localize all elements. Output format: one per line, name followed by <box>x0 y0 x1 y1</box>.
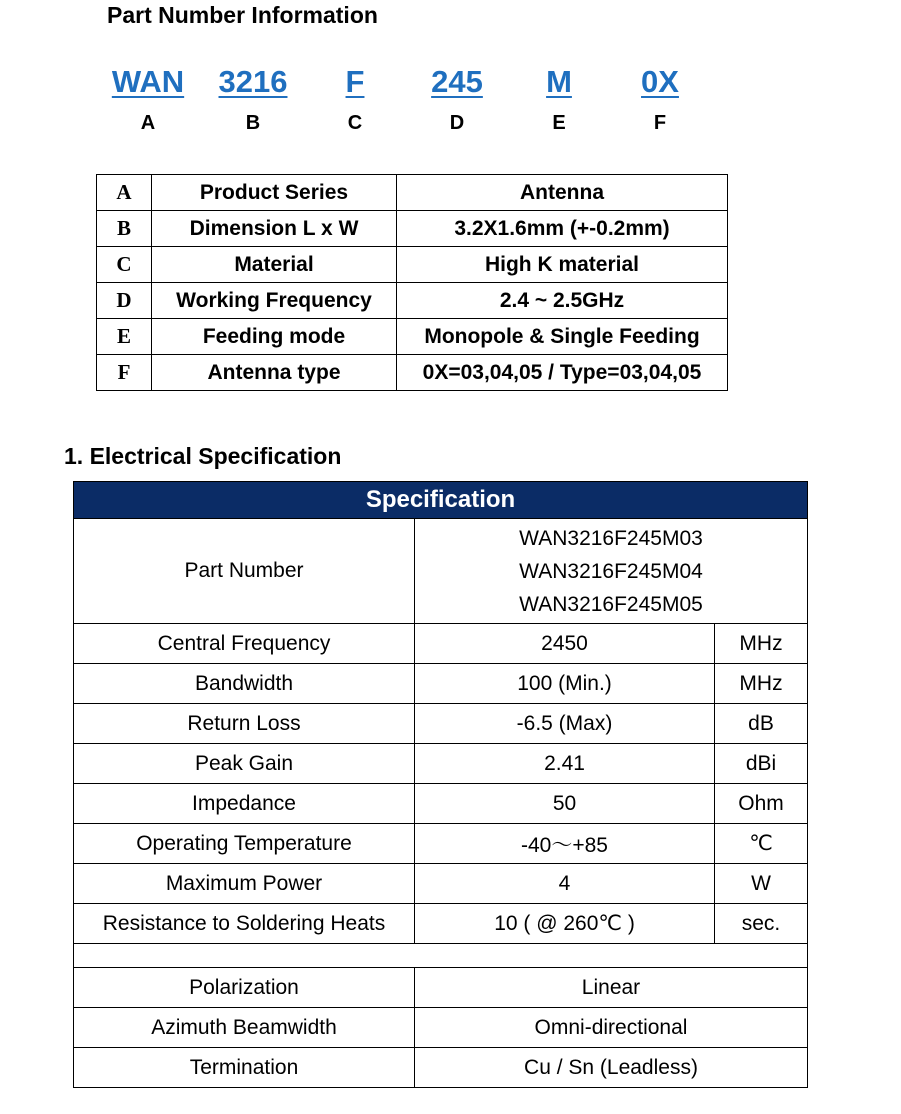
part-code-segment: 3216 <box>218 64 288 99</box>
spacer-row <box>74 944 808 968</box>
table-row <box>74 824 808 864</box>
table-row <box>74 624 808 664</box>
row-label: Feeding mode <box>152 319 397 355</box>
row-value: Monopole & Single Feeding <box>397 319 728 355</box>
spec-value: -6.5 (Max) <box>415 704 715 744</box>
spec-value: Linear <box>415 968 808 1008</box>
blank-cell <box>74 944 808 968</box>
table-row <box>74 744 808 784</box>
table-row <box>74 664 808 704</box>
table-row <box>97 319 728 355</box>
part-code-letter: B <box>245 112 261 134</box>
spec-name: Central Frequency <box>74 624 415 664</box>
part-number-item: WAN3216F245M05 <box>519 592 703 616</box>
part-code-segment: 0X <box>641 64 679 99</box>
part-number-item: WAN3216F245M04 <box>519 559 703 583</box>
spec-value: -40～+85 <box>415 824 715 864</box>
spec-value: Cu / Sn (Leadless) <box>415 1048 808 1088</box>
spec-name: Impedance <box>74 784 415 824</box>
part-code-letter: D <box>449 112 465 134</box>
spec-name: Operating Temperature <box>74 824 415 864</box>
row-label: Working Frequency <box>152 283 397 319</box>
table-row <box>74 1008 808 1048</box>
row-value: High K material <box>397 247 728 283</box>
spec-value: 2.41 <box>415 744 715 784</box>
spec-name: Resistance to Soldering Heats <box>74 904 415 944</box>
part-number-label: Part Number <box>74 519 415 624</box>
spec-value: 2450 <box>415 624 715 664</box>
table-row <box>74 968 808 1008</box>
spec-name: Bandwidth <box>74 664 415 704</box>
part-code-segment: F <box>345 64 365 99</box>
part-number-list <box>415 519 808 624</box>
row-code: C <box>97 247 152 283</box>
spec-unit: ℃ <box>715 824 808 864</box>
table-row <box>74 864 808 904</box>
row-code: D <box>97 283 152 319</box>
table-row <box>97 247 728 283</box>
spec-name: Polarization <box>74 968 415 1008</box>
part-code-letter: A <box>140 112 156 134</box>
spec-unit: W <box>715 864 808 904</box>
part-code-segment: WAN <box>111 64 185 99</box>
table-row <box>97 175 728 211</box>
table-row <box>74 1048 808 1088</box>
spec-unit: sec. <box>715 904 808 944</box>
row-code: B <box>97 211 152 247</box>
table-row <box>74 904 808 944</box>
spec-unit: dB <box>715 704 808 744</box>
spec-value: 4 <box>415 864 715 904</box>
spec-unit: MHz <box>715 664 808 704</box>
spec-name: Azimuth Beamwidth <box>74 1008 415 1048</box>
row-code: E <box>97 319 152 355</box>
table-row <box>97 355 728 391</box>
table-row <box>97 283 728 319</box>
electrical-spec-heading: 1. Electrical Specification <box>64 443 342 469</box>
row-value: 0X=03,04,05 / Type=03,04,05 <box>397 355 728 391</box>
specification-table <box>73 481 808 1088</box>
spec-value: Omni-directional <box>415 1008 808 1048</box>
spec-unit: MHz <box>715 624 808 664</box>
row-label: Dimension L x W <box>152 211 397 247</box>
part-code-letter: F <box>653 112 667 134</box>
spec-name: Return Loss <box>74 704 415 744</box>
spec-value: 100 (Min.) <box>415 664 715 704</box>
spec-table-header: Specification <box>74 482 808 519</box>
row-code: A <box>97 175 152 211</box>
spec-name: Termination <box>74 1048 415 1088</box>
spec-unit: dBi <box>715 744 808 784</box>
spec-name: Maximum Power <box>74 864 415 904</box>
row-value: 3.2X1.6mm (+-0.2mm) <box>397 211 728 247</box>
part-number-table <box>96 174 728 391</box>
part-code-segment: M <box>546 64 572 99</box>
part-code-letter: E <box>552 112 566 134</box>
spec-unit: Ohm <box>715 784 808 824</box>
row-label: Antenna type <box>152 355 397 391</box>
part-number-heading: Part Number Information <box>107 2 378 28</box>
spec-value: 10 ( @ 260℃ ) <box>415 904 715 944</box>
table-row <box>74 519 808 624</box>
part-code-letter: C <box>347 112 363 134</box>
table-row <box>74 704 808 744</box>
table-header-row <box>74 482 808 519</box>
spec-value: 50 <box>415 784 715 824</box>
row-label: Product Series <box>152 175 397 211</box>
row-value: 2.4 ~ 2.5GHz <box>397 283 728 319</box>
part-code-segment: 245 <box>431 64 483 99</box>
spec-name: Peak Gain <box>74 744 415 784</box>
table-row <box>97 211 728 247</box>
part-number-item: WAN3216F245M03 <box>519 526 703 550</box>
row-code: F <box>97 355 152 391</box>
row-value: Antenna <box>397 175 728 211</box>
row-label: Material <box>152 247 397 283</box>
table-row <box>74 784 808 824</box>
